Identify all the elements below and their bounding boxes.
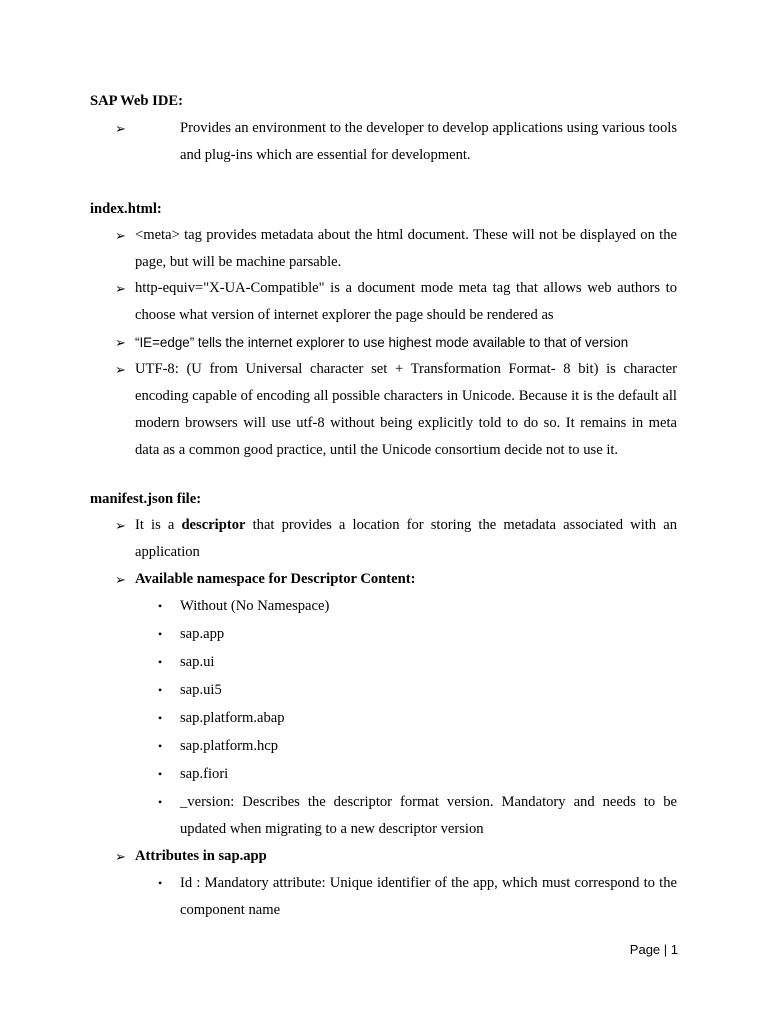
list-item <box>115 329 677 356</box>
arrow-bullet-icon: ➢ <box>115 121 126 136</box>
bullet-icon: • <box>158 767 163 781</box>
bullet-icon: • <box>158 711 163 725</box>
item-text: http-equiv="X-UA-Compatible" is a document mode meta tag that allows web authors to choose what version of internet explorer the page should be rendered as <box>135 280 677 323</box>
bullet-icon: • <box>158 739 163 753</box>
section-heading-sap-web-ide: SAP Web IDE: <box>90 93 183 109</box>
attribute-text: Id : Mandatory attribute: Unique identifier of the app, which must correspond to the component name <box>180 875 677 918</box>
list-item <box>115 222 677 276</box>
namespace-text: sap.fiori <box>180 766 229 782</box>
bullet-icon: • <box>158 876 163 890</box>
page-number: Page | 1 <box>629 942 678 957</box>
namespace-text: sap.app <box>180 626 225 642</box>
namespace-item <box>158 761 677 788</box>
namespace-text: Without (No Namespace) <box>180 598 330 614</box>
section-heading-index-html: index.html: <box>90 201 162 217</box>
bullet-icon: • <box>158 627 163 641</box>
arrow-bullet-icon: ➢ <box>115 228 126 243</box>
list-item <box>115 356 677 464</box>
namespace-item <box>158 677 677 704</box>
namespace-item <box>158 621 677 648</box>
section-heading-manifest-json: manifest.json file: <box>90 491 202 507</box>
namespace-text: sap.platform.hcp <box>180 738 279 754</box>
arrow-bullet-icon: ➢ <box>115 849 126 864</box>
arrow-bullet-icon: ➢ <box>115 572 126 587</box>
namespace-text: sap.ui5 <box>180 682 222 698</box>
bullet-icon: • <box>158 795 163 809</box>
arrow-bullet-icon: ➢ <box>115 362 126 377</box>
list-item <box>115 275 677 329</box>
namespace-item <box>158 733 677 760</box>
item-text: Provides an environment to the developer to develop applications using various tools and plug-ins which are essential for development. <box>180 120 677 163</box>
item-text: <meta> tag provides metadata about the html document. These will not be displayed on the page, but will be machine parsable. <box>135 227 677 270</box>
namespace-heading: Available namespace for Descriptor Content: <box>135 571 416 587</box>
bullet-icon: • <box>158 599 163 613</box>
list-item <box>115 512 677 566</box>
item-text: It is a descriptor that provides a location for storing the metadata associated with an application <box>135 517 677 560</box>
arrow-bullet-icon: ➢ <box>115 281 126 296</box>
namespace-text: sap.ui <box>180 654 215 670</box>
arrow-bullet-icon: ➢ <box>115 518 126 533</box>
attributes-heading: Attributes in sap.app <box>135 848 267 864</box>
bullet-icon: • <box>158 683 163 697</box>
namespace-text: _version: Describes the descriptor format version. Mandatory and needs to be updated when migrating to a new descriptor version <box>180 794 677 837</box>
descriptor-term: descriptor <box>181 517 246 533</box>
list-item <box>115 115 677 169</box>
arrow-bullet-icon: ➢ <box>115 335 126 350</box>
item-text: “IE=edge” tells the internet explorer to use highest mode available to that of version <box>135 335 629 350</box>
namespace-item <box>158 705 677 732</box>
list-item <box>115 843 677 870</box>
list-item <box>115 566 677 593</box>
namespace-item <box>158 593 677 620</box>
namespace-item <box>158 649 677 676</box>
namespace-item <box>158 789 677 843</box>
attribute-item <box>158 870 677 924</box>
bullet-icon: • <box>158 655 163 669</box>
namespace-text: sap.platform.abap <box>180 710 285 726</box>
item-text: UTF-8: (U from Universal character set + Transformation Format- 8 bit) is character encoding capable of encoding all possible characters in Unicode. Because it is the default all modern browsers will use utf-8 without being explicitly told to do so. It remains in meta data as a common good practice, until the Unicode consortium decide not to use it. <box>135 361 677 458</box>
